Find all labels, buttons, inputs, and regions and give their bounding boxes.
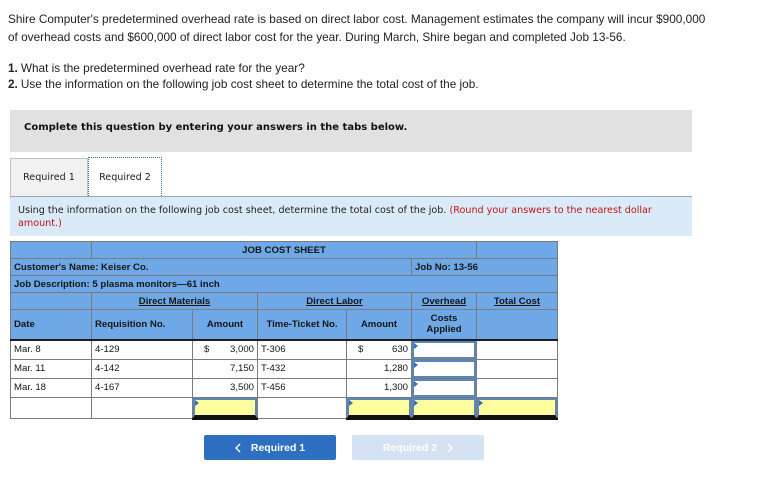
row-dl-amount: [347, 359, 412, 378]
column-dl-amount: Amount: [347, 310, 412, 340]
currency-symbol: [350, 363, 358, 374]
total-cost-cell: [477, 397, 558, 419]
instruction-banner: [10, 110, 692, 152]
row-requisition: 4-142: [92, 359, 193, 378]
row-time-ticket: T-432: [258, 359, 347, 378]
row-total-cost: [477, 340, 558, 360]
overhead-cell: [412, 340, 477, 360]
overhead-input[interactable]: [412, 360, 476, 378]
column-requisition: Requisition No.: [92, 310, 193, 340]
group-total-cost: Total Cost: [477, 293, 558, 310]
column-time-ticket: Time-Ticket No.: [258, 310, 347, 340]
prompt-text: [18, 204, 686, 230]
job-number: Job No: 13-56: [412, 259, 558, 276]
sheet-title: JOB COST SHEET: [92, 242, 477, 259]
job-description: Job Description: 5 plasma monitors—61 inch: [11, 276, 558, 293]
row-total-cost: [477, 359, 558, 378]
total-direct-materials-input[interactable]: [193, 398, 257, 418]
totals-blank: [11, 397, 92, 419]
row-dm-amount: [193, 359, 258, 378]
column-overhead-applied: [412, 310, 477, 340]
question-1: [8, 60, 479, 76]
row-date: Mar. 18: [11, 378, 92, 397]
next-button-label: Required 2: [382, 441, 438, 454]
next-required-button[interactable]: [352, 435, 484, 460]
problem-statement-line-1: Shire Computer's predetermined overhead rate is based on direct labor cost. Management estimates the company will incur $900,000: [8, 12, 706, 26]
dl-amount-value: 1,280: [383, 363, 408, 374]
group-direct-labor: Direct Labor: [258, 293, 412, 310]
column-overhead-line-1: Costs: [430, 313, 458, 325]
row-date: Mar. 11: [11, 359, 92, 378]
group-direct-materials: Direct Materials: [92, 293, 258, 310]
question-number: 2.: [8, 77, 18, 91]
question-list: [8, 60, 479, 92]
overhead-cell: [412, 359, 477, 378]
column-date: Date: [11, 310, 92, 340]
header-blank: [11, 242, 92, 259]
group-overhead: Overhead: [412, 293, 477, 310]
previous-required-button[interactable]: [204, 435, 336, 460]
chevron-left-icon: [235, 443, 241, 453]
total-direct-labor-input[interactable]: [347, 398, 411, 418]
row-total-cost: [477, 378, 558, 397]
tab-label: Required 1: [23, 172, 75, 183]
total-overhead-cell: [412, 397, 477, 419]
currency-symbol: $: [204, 344, 210, 355]
tab-required-1[interactable]: [10, 158, 88, 196]
column-dm-amount: Amount: [193, 310, 258, 340]
totals-blank: [258, 397, 347, 419]
instruction-banner-text: Complete this question by entering your answers in the tabs below.: [24, 122, 408, 133]
table-row: [11, 340, 558, 360]
chevron-right-icon: [447, 443, 453, 453]
column-overhead-line-2: Applied: [426, 324, 462, 336]
row-requisition: 4-129: [92, 340, 193, 360]
currency-symbol: [196, 363, 204, 374]
previous-button-label: Required 1: [250, 441, 306, 454]
question-text: What is the predetermined overhead rate for the year?: [20, 61, 305, 75]
row-time-ticket: T-456: [258, 378, 347, 397]
overhead-input[interactable]: [412, 379, 476, 397]
rounding-note: (Round your answers to the nearest dollar amount.): [18, 205, 652, 229]
dl-amount-value: 1,300: [383, 382, 408, 393]
total-dm-cell: [193, 397, 258, 419]
job-cost-sheet: [10, 241, 558, 420]
currency-symbol: [350, 382, 358, 393]
dm-amount-value: 3,000: [229, 344, 254, 355]
row-dm-amount: [193, 340, 258, 360]
dl-amount-value: 630: [391, 344, 408, 355]
table-row: [11, 378, 558, 397]
question-2: [8, 76, 479, 92]
overhead-input[interactable]: [412, 341, 476, 359]
header-blank: [11, 293, 92, 310]
header-blank: [477, 242, 558, 259]
column-total-cost: [477, 310, 558, 340]
currency-symbol: $: [358, 344, 364, 355]
problem-statement-line-2: of overhead costs and $600,000 of direct labor cost for the year. During March, Shire began and completed Job 13-56.: [8, 30, 626, 44]
total-cost-input[interactable]: [477, 398, 557, 418]
question-text: Use the information on the following job cost sheet to determine the total cost of the job.: [20, 77, 479, 91]
row-dl-amount: [347, 340, 412, 360]
row-dm-amount: [193, 378, 258, 397]
row-date: Mar. 8: [11, 340, 92, 360]
overhead-cell: [412, 378, 477, 397]
customer-name: Customer's Name: Keiser Co.: [11, 259, 412, 276]
table-row: [11, 359, 558, 378]
row-dl-amount: [347, 378, 412, 397]
prompt-box: [10, 196, 692, 236]
tab-label: Required 2: [99, 171, 151, 183]
totals-blank: [92, 397, 193, 419]
prompt-instruction: Using the information on the following job cost sheet, determine the total cost of the job.: [18, 205, 447, 216]
currency-symbol: [196, 382, 204, 393]
row-requisition: 4-167: [92, 378, 193, 397]
total-dl-cell: [347, 397, 412, 419]
dm-amount-value: 3,500: [229, 382, 254, 393]
total-overhead-input[interactable]: [412, 398, 476, 418]
totals-row: [11, 397, 558, 419]
tab-required-2[interactable]: [88, 157, 162, 196]
problem-statement: [8, 10, 705, 46]
question-number: 1.: [8, 61, 18, 75]
dm-amount-value: 7,150: [229, 363, 254, 374]
row-time-ticket: T-306: [258, 340, 347, 360]
